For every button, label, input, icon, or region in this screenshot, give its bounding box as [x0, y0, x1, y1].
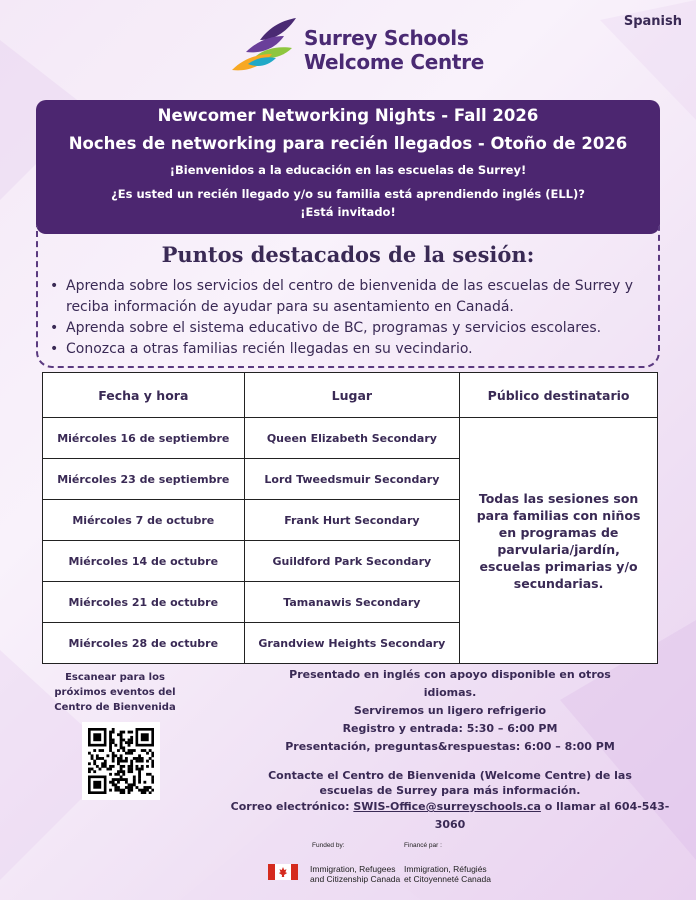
ircc-fr-line-1: Immigration, Réfugiés	[404, 864, 487, 874]
logo-line-1: Surrey Schools	[304, 26, 469, 50]
session-date: Miércoles 14 de octubre	[43, 541, 245, 582]
question-text: ¿Es usted un recién llegado y/o su familia está aprendiendo inglés (ELL)?	[111, 187, 585, 201]
presented-text: Presentado en inglés con apoyo disponible en otros idiomas.	[289, 668, 611, 699]
canada-flag-icon	[268, 864, 298, 880]
header-place: Lugar	[244, 373, 460, 418]
email-label: Correo electrónico:	[230, 800, 350, 813]
header-audience: Público destinatario	[460, 373, 658, 418]
table-row	[43, 418, 658, 459]
event-banner	[36, 100, 660, 234]
surrey-schools-logo	[226, 18, 484, 78]
funded-by-label: Funded by:	[312, 842, 345, 849]
list-item: • Conozca a otras familias recién llegadas en su vecindario.	[48, 339, 648, 360]
email-link[interactable]: SWIS-Office@surreyschools.ca	[353, 800, 541, 813]
contact-line	[230, 798, 670, 834]
list-item: • Aprenda sobre el sistema educativo de BC, programas y servicios escolares.	[48, 318, 648, 339]
audience-cell: Todas las sesiones son para familias con niños en programas de parvularia/jardín, escuelas primarias y/o secundarias.	[460, 418, 658, 664]
session-date: Miércoles 21 de octubre	[43, 582, 245, 623]
highlights-list	[48, 276, 648, 360]
phone-text: o llamar al 604-543-3060	[434, 800, 670, 831]
qr-code-icon	[88, 728, 154, 794]
schedule-table	[42, 372, 658, 664]
session-date: Miércoles 23 de septiembre	[43, 459, 245, 500]
contact-text: Contacte el Centro de Bienvenida (Welcome Centre) de las escuelas de Surrey para más información.	[268, 769, 632, 797]
highlights-title: Puntos destacados de la sesión:	[161, 242, 535, 267]
qr-code[interactable]	[82, 722, 160, 800]
session-date: Miércoles 28 de octubre	[43, 623, 245, 664]
logo-line-2: Welcome Centre	[304, 50, 484, 74]
table-header-row	[43, 373, 658, 418]
finance-par-label: Financé par :	[404, 842, 442, 849]
session-place: Guildford Park Secondary	[244, 541, 460, 582]
invited-text: ¡Está invitado!	[300, 205, 396, 219]
session-place: Tamanawis Secondary	[244, 582, 460, 623]
registration-text: Registro y entrada: 5:30 – 6:00 PM	[342, 722, 558, 735]
ircc-fr	[404, 864, 491, 884]
qr-caption: Escanear para los próximos eventos del Centro de Bienvenida	[54, 672, 176, 713]
event-info	[230, 666, 670, 834]
ircc-en-line-2: and Citizenship Canada	[310, 874, 401, 884]
event-title-es: Noches de networking para recién llegados - Otoño de 2026	[68, 134, 628, 153]
ircc-fr-line-2: et Citoyenneté Canada	[404, 874, 491, 884]
language-label: Spanish	[623, 14, 682, 29]
session-place: Frank Hurt Secondary	[244, 500, 460, 541]
session-place: Grandview Heights Secondary	[244, 623, 460, 664]
session-place: Queen Elizabeth Secondary	[244, 418, 460, 459]
refreshments-text: Serviremos un ligero refrigerio	[353, 704, 547, 717]
event-title-en: Newcomer Networking Nights - Fall 2026	[157, 106, 539, 125]
ircc-en-line-1: Immigration, Refugees	[310, 864, 396, 874]
ircc-en	[310, 864, 400, 884]
welcome-text: ¡Bienvenidos a la educación en las escuelas de Surrey!	[169, 163, 527, 177]
session-place: Lord Tweedsmuir Secondary	[244, 459, 460, 500]
header-date: Fecha y hora	[43, 373, 245, 418]
list-item: • Aprenda sobre los servicios del centro de bienvenida de las escuelas de Surrey y reciba información de ayudar para su asentamiento en Canadá.	[48, 276, 648, 318]
session-date: Miércoles 16 de septiembre	[43, 418, 245, 459]
logo-leaves-icon	[226, 18, 306, 78]
presentation-text: Presentación, preguntas&respuestas: 6:00 – 8:00 PM	[285, 740, 615, 753]
session-date: Miércoles 7 de octubre	[43, 500, 245, 541]
